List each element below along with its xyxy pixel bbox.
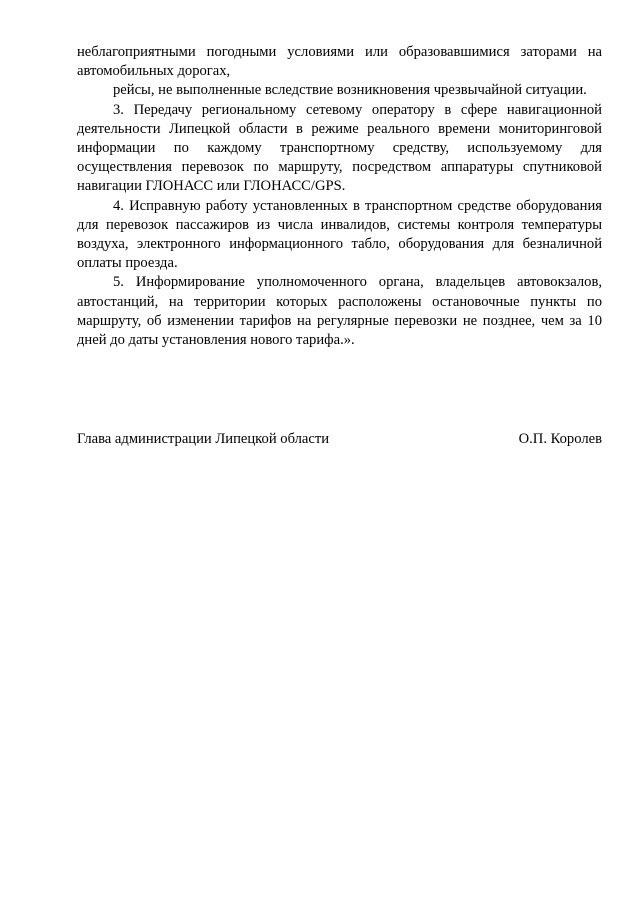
signature-position: Глава администрации Липецкой области	[77, 431, 330, 447]
paragraph-cancelled-trips: рейсы, не выполненные вследствие возникновения чрезвычайной ситуации.	[113, 82, 587, 99]
signature-block	[77, 430, 602, 449]
signature-name: О.П. Королев	[518, 431, 602, 447]
paragraph-item-5: 5. Информирование уполномоченного органа, владельцев автовокзалов, автостанций, на территории которых расположены остановочные пункты по маршруту, об изменении тарифов на регулярные перевозки не позднее, чем за 10 дней до даты установления нового тарифа.».	[77, 274, 602, 349]
paragraph-item-3: 3. Передачу региональному сетевому оператору в сфере навигационной деятельности Липецкой области в режиме реального времени мониторинговой информации по каждому транспортному средству, используемому для осуществления перевозок по маршруту, посредством аппаратуры спутниковой навигации ГЛОНАСС или ГЛОНАСС/GPS.	[77, 101, 602, 195]
document-body	[77, 43, 602, 350]
paragraph-item-4: 4. Исправную работу установленных в транспортном средстве оборудования для перевозок пассажиров из числа инвалидов, системы контроля температуры воздуха, электронного информационного табло, оборудования для безналичной оплаты проезда.	[77, 197, 602, 272]
paragraph-continuation: неблагоприятными погодными условиями или образовавшимися заторами на автомобильных дорогах,	[77, 44, 602, 80]
